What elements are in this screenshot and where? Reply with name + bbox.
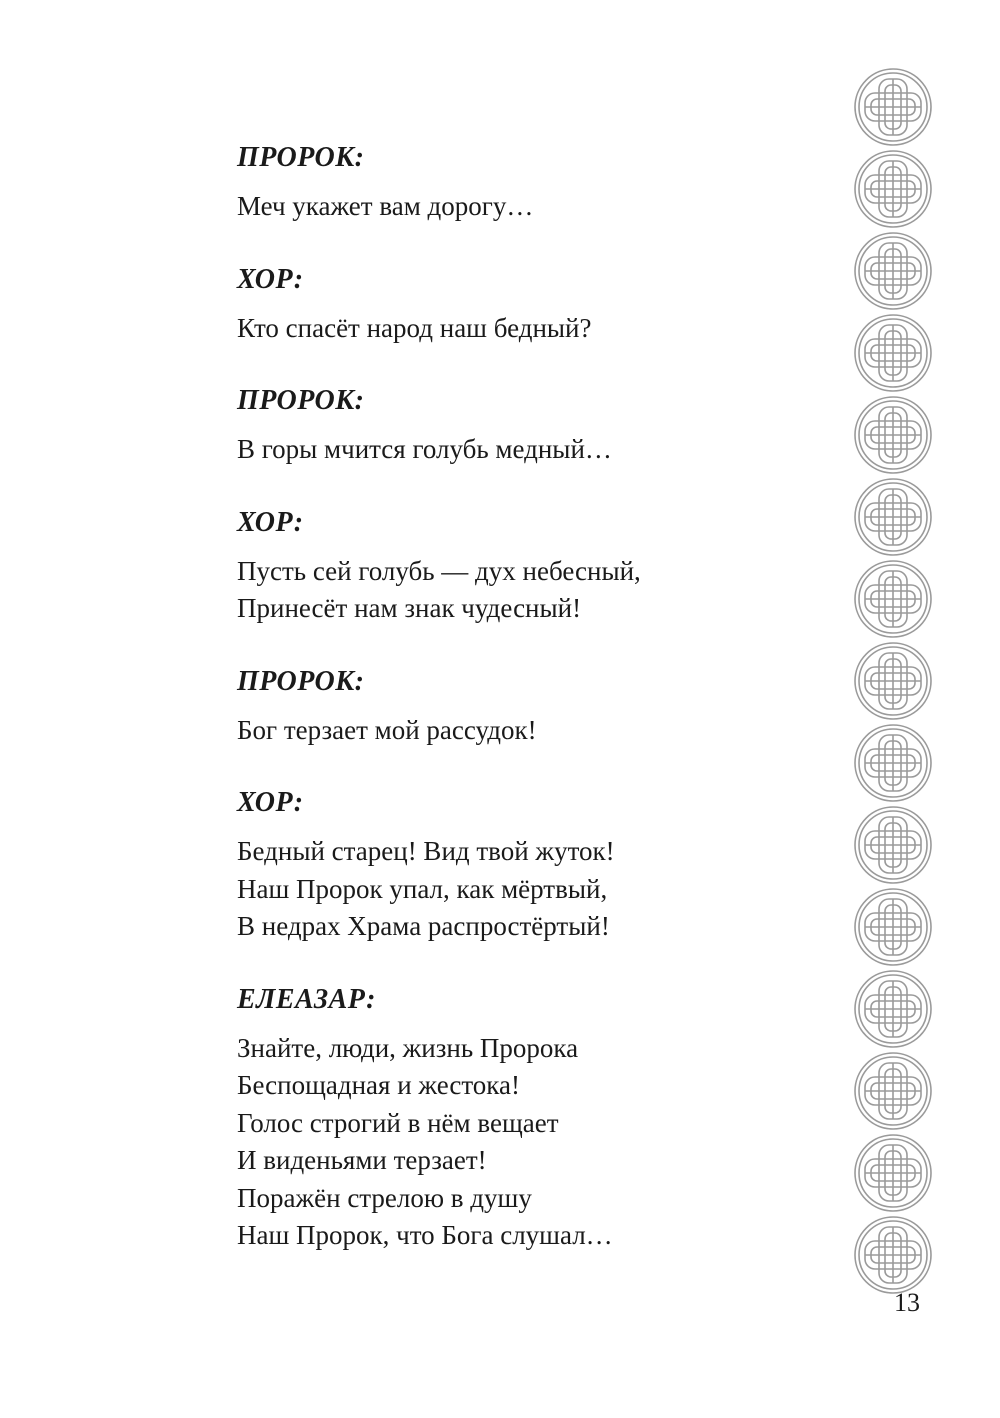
speaker-name: ХОР:: [237, 506, 304, 538]
celtic-knot-icon: [852, 886, 934, 968]
celtic-knot-icon: [852, 804, 934, 886]
celtic-knot-icon: [852, 1050, 934, 1132]
speaker-name: ХОР:: [237, 263, 304, 295]
dialogue-section: [237, 140, 817, 226]
verse-line: Поражён стрелою в душу: [237, 1182, 532, 1213]
verse-line: Наш Пророк, что Бога слушал…: [237, 1220, 613, 1250]
celtic-knot-icon: [852, 394, 934, 476]
celtic-knot-icon: [852, 1132, 934, 1214]
celtic-knot-icon: [852, 476, 934, 558]
play-text: [237, 140, 817, 1291]
verse-line: Пусть сей голубь — дух небесный,: [237, 555, 641, 586]
celtic-knot-icon: [852, 640, 934, 722]
celtic-knot-icon: [852, 722, 934, 804]
verse-line: В горы мчится голубь медный…: [237, 434, 612, 464]
dialogue-section: [237, 383, 817, 469]
verse-line: Голос строгий в нём вещает: [237, 1107, 559, 1138]
dialogue-section: [237, 785, 817, 946]
celtic-knot-icon: [852, 230, 934, 312]
verse-line: Кто спасёт народ наш бедный?: [237, 312, 592, 343]
dialogue-section: [237, 505, 817, 628]
speaker-name: ПРОРОК:: [237, 385, 365, 416]
verse-line: Бог терзает мой рассудок!: [237, 714, 537, 745]
verse-line: Меч укажет вам дорогу…: [237, 191, 534, 221]
celtic-knot-icon: [852, 66, 934, 148]
dialogue-section: [237, 262, 817, 348]
page-number: 13: [894, 1288, 920, 1317]
celtic-knot-icon: [852, 312, 934, 394]
celtic-knot-icon: [852, 148, 934, 230]
dialogue-section: [237, 982, 817, 1255]
verse-line: Бедный старец! Вид твой жуток!: [237, 836, 615, 866]
verse-line: Наш Пророк упал, как мёртвый,: [237, 873, 608, 904]
celtic-knot-icon: [852, 558, 934, 640]
verse-line: В недрах Храма распростёртый!: [237, 911, 610, 941]
verse-line: Знайте, люди, жизнь Пророка: [237, 1032, 579, 1063]
dialogue-section: [237, 664, 817, 750]
verse-line: Принесёт нам знак чудесный!: [237, 593, 582, 623]
speaker-name: ПРОРОК:: [237, 665, 365, 697]
verse-line: Беспощадная и жестока!: [237, 1070, 520, 1100]
ornament-border: [852, 66, 934, 1296]
speaker-name: ПРОРОК:: [237, 142, 365, 173]
celtic-knot-icon: [852, 1214, 934, 1296]
speaker-name: ХОР:: [237, 787, 304, 818]
verse-line: И виденьями терзает!: [237, 1145, 487, 1175]
celtic-knot-icon: [852, 968, 934, 1050]
speaker-name: ЕЛЕАЗАР:: [237, 983, 376, 1015]
